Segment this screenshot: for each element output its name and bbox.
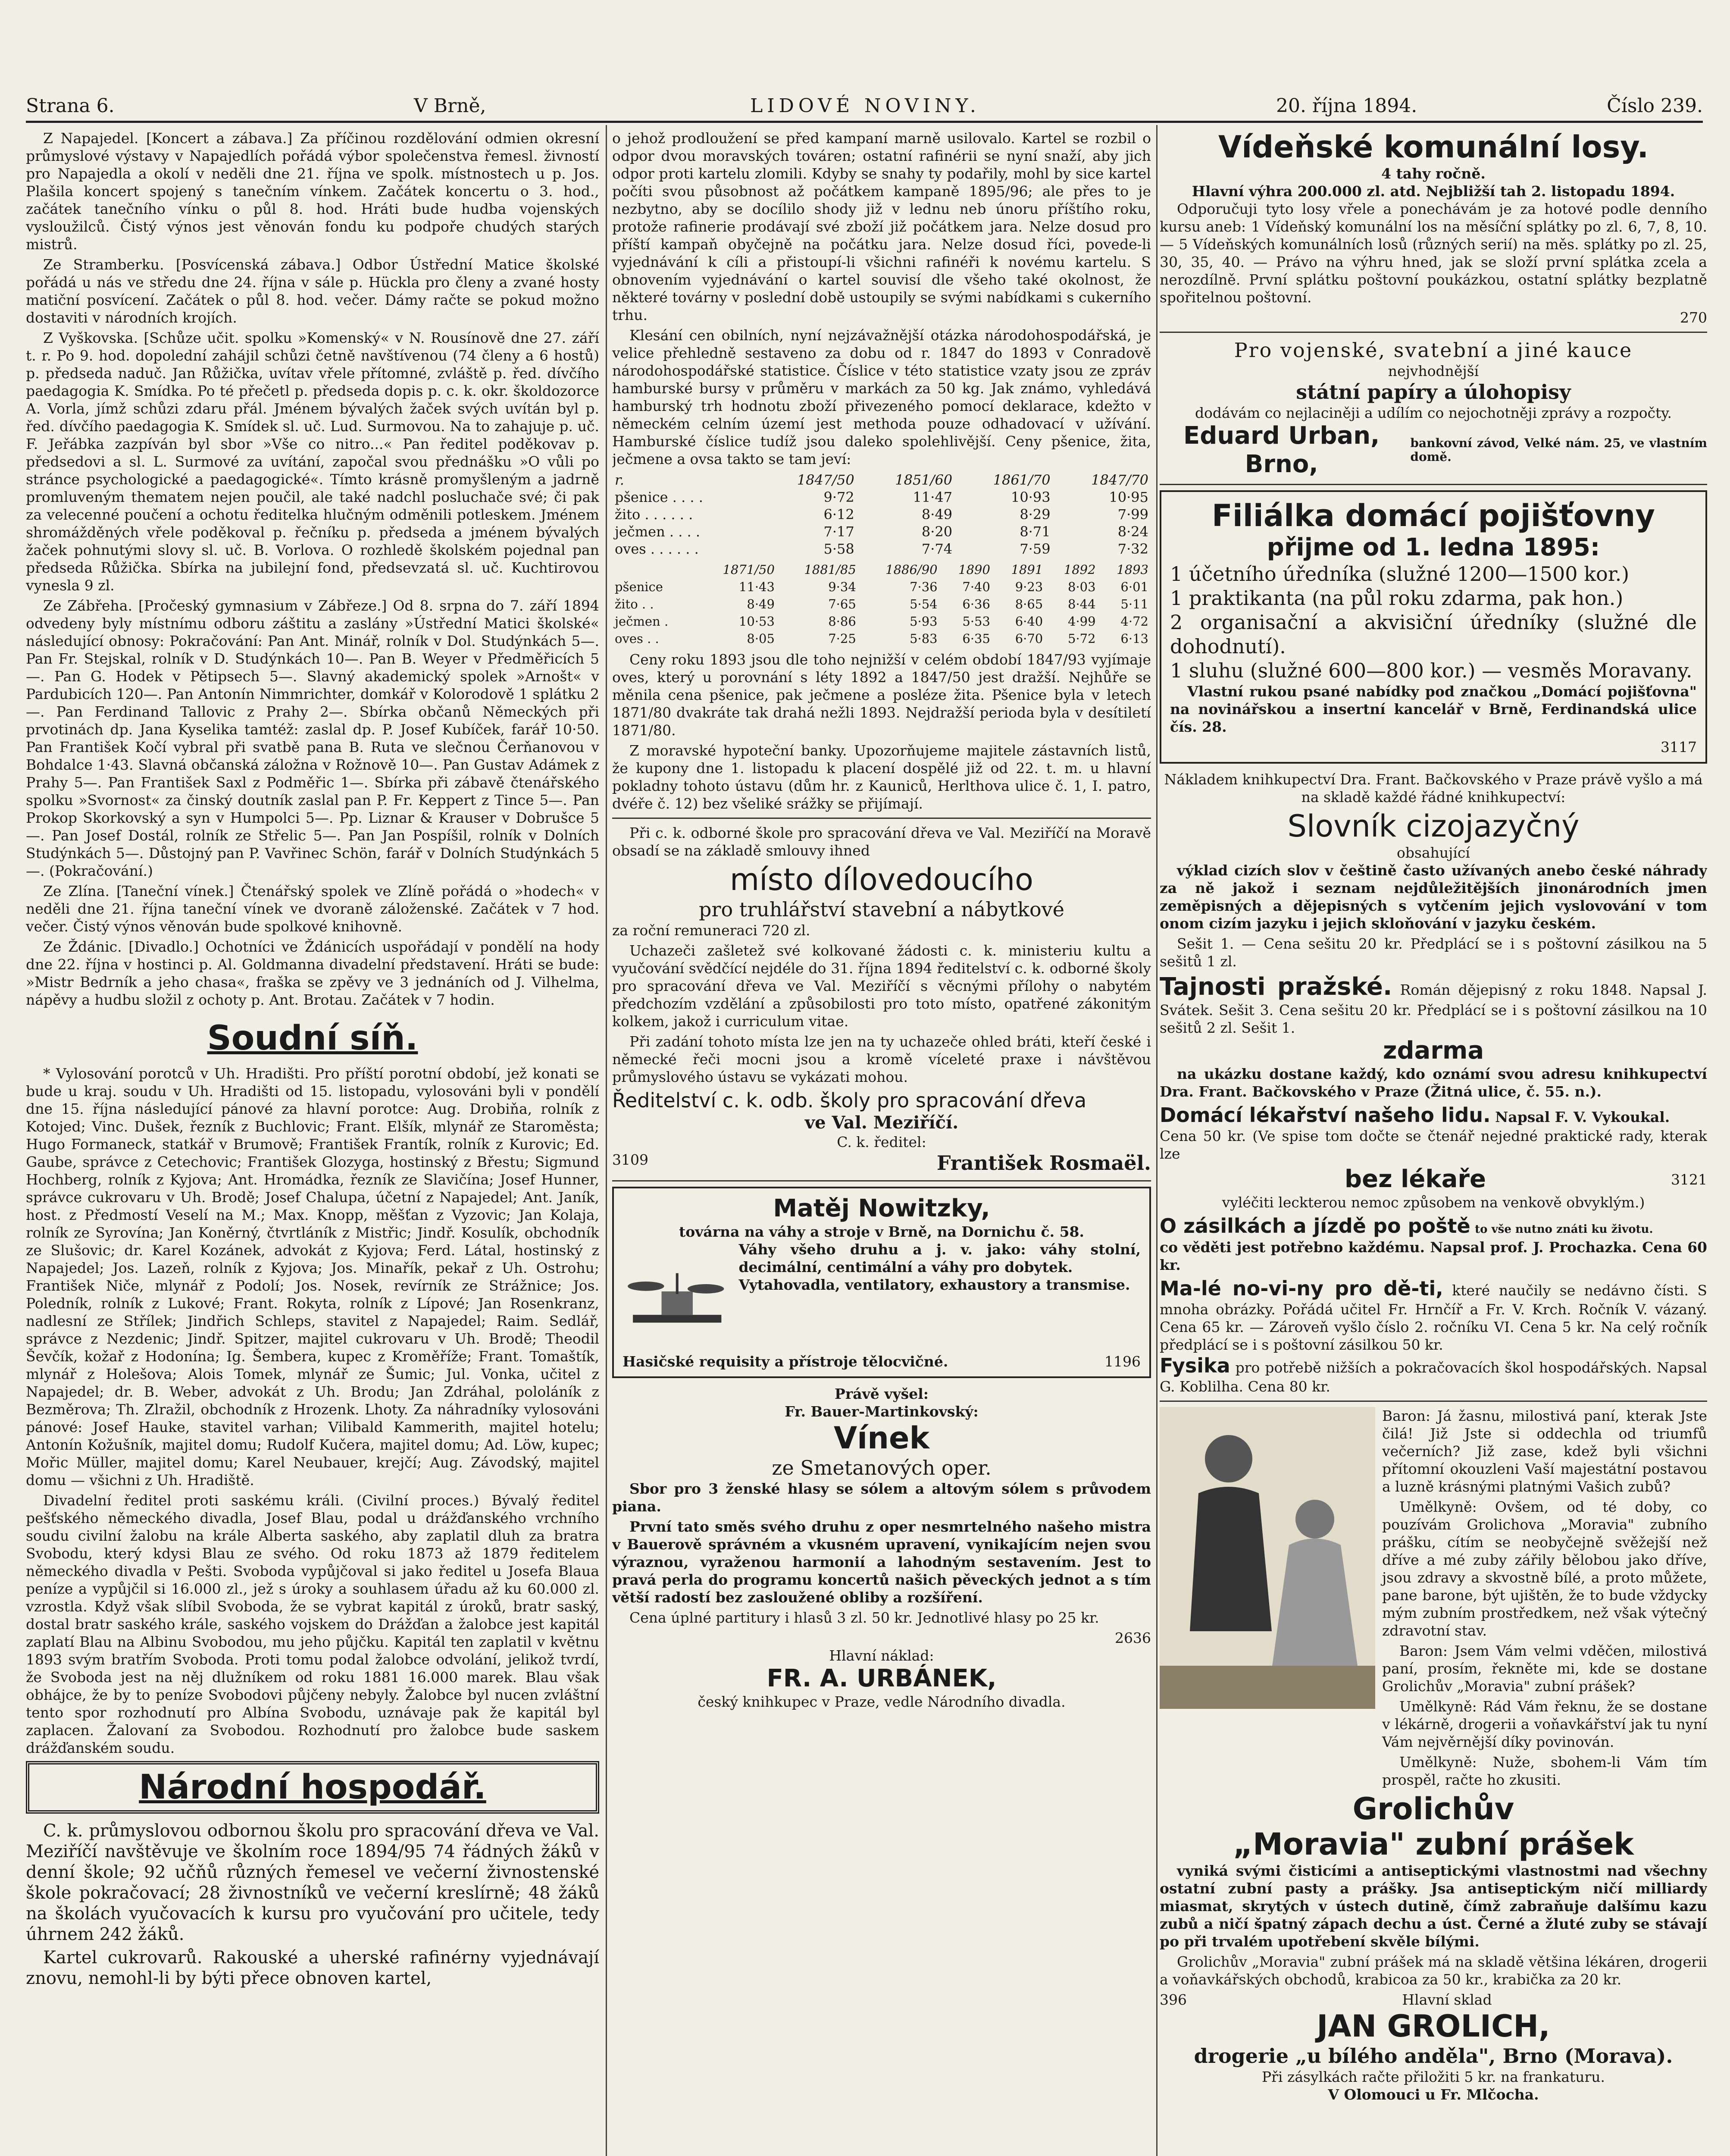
- city: V Brně,: [414, 95, 486, 117]
- ad-number: 396: [1160, 1991, 1187, 2008]
- price-table-2: [612, 561, 1151, 647]
- ad-intro: Při c. k. odborné škole pro spracování dřeva ve Val. Meziříčí na Moravě obsadí se na základě smlouvy ihned: [612, 824, 1151, 859]
- ad-body-2: Při zadání tohoto místa lze jen na ty uchazeče ohled bráti, kteří české i německé řeči mocni jsou a kromě víceleté praxe i návštěvou průmyslového ústavu se vykázati mohou.: [612, 1033, 1151, 1085]
- table-row: [612, 489, 1151, 506]
- ad-prize: Hlavní výhra 200.000 zl. atd. Nejbližší tah 2. listopadu 1894.: [1192, 183, 1675, 200]
- date: 20. října 1894.: [1276, 95, 1417, 117]
- ad-title: Grolichův: [1352, 1791, 1514, 1827]
- ad-nowitzky: [612, 1187, 1151, 1378]
- ad-body: dodávám co nejlaciněji a udílím co nejochotněji zprávy a rozpočty.: [1195, 404, 1672, 421]
- ad-mail: Při zásylkách račte přiložiti 5 kr. na frankaturu.: [1261, 2068, 1605, 2085]
- table-cell: 6·13: [1120, 631, 1148, 646]
- table-cell: 9·23: [1015, 580, 1043, 594]
- ad-list-2: Vytahovadla, ventilatory, exhaustory a transmise.: [738, 1276, 1130, 1293]
- table-cell: 8·03: [1068, 580, 1096, 594]
- ad-subtitle: továrna na váhy a stroje v Brně, na Dornichu č. 58.: [679, 1223, 1085, 1240]
- ad-signature-4: František Rosmaël.: [936, 1151, 1151, 1175]
- article-zabreh: Ze Zábřeha. [Pročeský gymnasium v Zábřeze.] Od 8. srpna do 7. září 1894 odvedeny byly místnímu odboru záštitu a zaslány »Ústřední Matici školské« následující obnosy: Pokračování: Pan Ant. Minář, rolník v Dol. Studýnkách 5—. Pan Fr. Stejskal, rolník v D. Studýnkách 10—. Pan B. Weyer v Předměřicích 5—. Pan G. Hodek v Pětipsech 5—. Slavný akademický spolek »Arnošt« v Pardubicích 120—. Pan Antonín Nimmrichter, domkář v Kolorodově 1 splátku 2—. Pan Ferdinand Tallovic z Prahy 2—. Sbírka občanů Německých při prvotinách dp. Jana Kyselika tamtéž: zaslal dp. P. Josef Kubíček, farář 10·50. Pan František Kočí vybral při svatbě pana B. Ruta ve slečnou Čerňanovou v Bohdalce 1·43. Slavná občanská záložna v Rožnově 10—. Pan Gustav Adámek z Prahy 5—. Pan František Saxl z Podměřic 1—. Sbírka při zábavě čtenářského spolku »Svornost« za činský doutník zaslal pan P. Fr. Keppert z Tince 5—. Pan Prokop Skorkovský a syn v Humpolci 5—. Pp. Liznar & Krauser v Dobrušce 5—. Pan Josef Dostál, rolník ze Střelic 5—. Pan Jan Pospíšil, rolník v Dolních Studýnkách 5—. Důstojný pan P. Vavřinec Schön, farář v Dolních Studýnkách 5—. (Pokračování.): [26, 597, 599, 879]
- section-heading-court: Soudní síň.: [207, 1019, 418, 1058]
- page-number: Strana 6.: [26, 95, 115, 117]
- article-school: C. k. průmyslovou odbornou školu pro spracování dřeva ve Val. Meziříčí navštěvuje ve školním roce 1894/95 74 řádných žáků v denní škole; 92 učňů různých řemesel ve večerní živnostenské škole pokračovací; 28 živnostníků ve večerní kreslírně; 48 žáků na školách vyučovacích k kursu pro vyučování pro učitele, tedy úhrnem 242 žáků.: [26, 1821, 599, 1944]
- ad-footer: Vlastní rukou psané nabídky pod značkou „Domácí pojišťovna" na novinářskou a insertní kancelář v Brně, Ferdinandská ulice čís. 28.: [1170, 683, 1697, 735]
- table-cell: 6·35: [962, 631, 990, 646]
- ad-line-1: 1 účetního úředníka (služné 1200—1500 kor.): [1170, 562, 1630, 586]
- ad-pay: za roční remuneraci 720 zl.: [612, 922, 810, 939]
- book-title-5: Ma-lé no-vi-ny pro dě-ti,: [1160, 1277, 1443, 1300]
- ad-subtitle: ze Smetanových oper.: [772, 1456, 992, 1479]
- table-cell: žito . .: [615, 597, 654, 611]
- ad-line-3: 2 organisační a akvisiční úředníky (služné dle dohodnutí).: [1170, 611, 1697, 658]
- table-cell: 8·29: [1020, 506, 1051, 523]
- ad-author: Fr. Bauer-Martinkovský:: [785, 1403, 979, 1420]
- free-sample: zdarma: [1383, 1037, 1484, 1065]
- table-header: 1891: [1011, 562, 1043, 577]
- ad-pre: Nákladem knihkupectví Dra. Frant. Bačkovského v Praze právě vyšlo a má na skladě každé řádné knihkupectví:: [1164, 771, 1703, 805]
- ad-note: bankovní závod, Velké nám. 25, ve vlastním domě.: [1410, 436, 1707, 464]
- table-cell: 7·32: [1117, 541, 1148, 557]
- ad-sub: nejvhodnější: [1388, 363, 1479, 379]
- dialogue-3: Baron: Jsem Vám velmi vděčen, milostivá paní, prosím, řekněte mi, kde se dostane Grolichův „Moravia" zubní prášek?: [1382, 1642, 1707, 1695]
- ad-title: Slovník cizojazyčný: [1287, 808, 1580, 844]
- table-cell: 5·11: [1120, 597, 1148, 611]
- ad-number: 3109: [612, 1151, 648, 1168]
- ad-slovnik: [1160, 771, 1707, 1395]
- table-row: [612, 506, 1151, 523]
- table-cell: 5·83: [910, 631, 938, 646]
- table-row: [612, 630, 1151, 647]
- divider: [612, 1180, 1151, 1181]
- dialogue-2: Umělkyně: Ovšem, od té doby, co pouzívám Grolichova „Moravia" zubního prášku, cítím se neobyčejně svěžejší než dříve a mé zuby zářily bělobou jako dříve, jsou zdravy a skvostně bílé, a proto můžete, pane barone, být ujištěn, že to bude vždycky mým zubním prostředkem, než však výtečný zdravotní stav.: [1382, 1498, 1707, 1639]
- table-cell: 6·40: [1015, 614, 1043, 629]
- table-cell: 4·99: [1068, 614, 1096, 629]
- ad-body: Uchazeči zašletež své kolkované žádosti c. k. ministeriu kultu a vyučování svědčící nejdéle do 31. října 1894 ředitelství c. k. odborné školy pro spracování dřeva ve Val. Meziříčí s věcnými přílohy o nabytém předchozím vzdělání a způsobilosti pro toto místo, opatřené zákonitým kolkem, jakož i curriculum vitae.: [612, 942, 1151, 1030]
- ad-publisher: FR. A. URBÁNEK,: [766, 1664, 997, 1692]
- table-cell: 11·47: [913, 489, 953, 505]
- article-zlin: Ze Zlína. [Taneční vínek.] Čtenářský spolek ve Zlíně pořádá o »hodech« v neděli dne 21. října taneční vínek ve dvoraně záloženské. Začátek v 7 hod. večer. Čistý výnos věnován bude spolkové knihovně.: [26, 883, 599, 935]
- book-title-3: bez lékaře: [1345, 1165, 1486, 1193]
- ad-number: 3121: [1671, 1171, 1707, 1188]
- ad-number: 2636: [1115, 1630, 1151, 1646]
- book-author: Napsal F. V. Vykoukal.: [1495, 1109, 1670, 1125]
- table-cell: ječmen .: [615, 614, 669, 629]
- ad-woodwork-school: [612, 824, 1151, 1175]
- table-cell: 6·70: [1015, 631, 1043, 646]
- table-cell: 10·53: [738, 614, 775, 629]
- divider: [612, 818, 1151, 819]
- table-cell: 9·34: [828, 580, 856, 594]
- table-cell: žito . . . . . .: [615, 506, 693, 523]
- article-mortgage-bank: Z moravské hypoteční banky. Upozorňujeme majitele zástavních listů, že kupony dne 1. listopadu k placení dospělé již od 22. t. m. u hlavní pokladny tohoto ústavu (dům hr. z Kauniců, Herlthova ulice č. 1, I. patro, dvéře č. 12) bez všeliké srážky se přijímají.: [612, 742, 1151, 812]
- book-body-5: které naučily se nedávno čísti. S mnoha obrázky. Pořádá učitel Fr. Hrnčíř a Fr. V. Krch. Ročník V. vázaný. Cena 65 kr. — Zároveň vyšlo číslo 2. ročníku VI. Cena 5 kr. Na celý ročník předplácí se i s poštovní zásilkou 50 kr.: [1160, 1282, 1707, 1353]
- ad-signature-1: Ředitelství c. k. odb. školy pro spracování dřeva: [612, 1089, 1087, 1112]
- ad-body-2: Grolichův „Moravia" zubní prášek má na skladě většina lékáren, drogerii a voňavkářských obchodů, krabicoa za 50 kr., krabička za 20 kr.: [1160, 1953, 1707, 1988]
- table-cell: 8·24: [1117, 523, 1148, 540]
- table-cell: 8·65: [1015, 597, 1043, 611]
- table-cell: 7·59: [1020, 541, 1051, 557]
- table-header: [612, 561, 696, 578]
- ad-subtitle: pro truhlářství stavební a nábytkové: [699, 898, 1064, 921]
- ad-body: vyniká svými čisticími a antiseptickými vlastnostmi nad všechny ostatní zubní pasty a prášky. Jsa antiseptickým ničí milliardy miasmat, skrytých v ústech dutině, čímž zabraňuje dalšímu kazu zubů a ničí špatný zápach dechu a úst. Černé a žluté zuby se stávají po při trvalém upotřebení skvěle bílými.: [1160, 1862, 1707, 1950]
- ad-footer: Hasičské requisity a přístroje tělocvičné.: [623, 1353, 948, 1370]
- table-cell: 7·25: [828, 631, 856, 646]
- table-cell: 7·36: [910, 580, 938, 594]
- ad-order: Hlavní náklad:: [829, 1647, 934, 1664]
- ad-title: Vínek: [833, 1420, 930, 1456]
- table-cell: 8·44: [1068, 597, 1096, 611]
- article-vyskovsko: Z Vyškovska. [Schůze učit. spolku »Komenský« v N. Rousínově dne 27. září t. r. Po 9. hod. dopolední zahájil schůzi četně navštívenou (74 členy a 6 hostů) p. předseda naduč. Jan Růžička, uvítav vřele přítomné, zvláště p. řed. dívčího paedagogia K. Smídka. Po té přečetl p. předseda dopis p. c. k. okr. školdozorce A. Vorla, jímž schůzi zdaru přál. Jménem bývalých žaček svých uvítán byl p. řed. dívčího paedagogia K. Smídek sl. uč. Lud. Surmovou. Na to zahajuje p. uč. F. Jeřábka zazpíván byl sbor »Vše co nitro...« Pan ředitel poděkovav p. předsedovi a sl. L. Surmové za uvítání, započal svou přednášku »O vůli po stránce psychologické a paedagogické«. Tímto krásně promyšleným a jadrně promluveným thematem nejen poučil, ale také nadchl posluchače své; či pak za velecenné poučení a ochotu ředitelka hlučným odměnili potleskem. Jménem shromážděných vřele poděkoval p. řečníku p. předseda a jménem bývalých žaček pohnutými slovy sl. uč. B. Vorlova. O rozhledě školském pojednal pan předseda Růžička. Sbírka na jubilejní fond, předsevzatá sl. uč. Kuchtirovou vynesla 9 zl.: [26, 329, 599, 594]
- divider: [1160, 332, 1707, 333]
- table-cell: 8·86: [828, 614, 856, 629]
- table-cell: 8·05: [747, 631, 775, 646]
- book-note: to vše nutno znáti ku životu.: [1475, 1223, 1653, 1236]
- table-cell: pšenice: [615, 580, 663, 594]
- column-1: [26, 129, 599, 2156]
- table-header: 1893: [1117, 562, 1148, 577]
- ad-signature-2: ve Val. Meziříčí.: [804, 1112, 959, 1133]
- divider: [1160, 1401, 1707, 1402]
- book-body-6: pro potřebě nižších a pokračovacích škol hospodářských. Napsal G. Koblilha. Cena 80 kr.: [1160, 1359, 1707, 1395]
- table-header: 1881/85: [804, 562, 856, 577]
- ad-insurance: [1160, 490, 1707, 764]
- ad-name: Eduard Urban, Brno,: [1183, 422, 1380, 478]
- ad-name: JAN GROLICH,: [1317, 2009, 1550, 2044]
- article-stramberk: Ze Stramberku. [Posvícenská zábava.] Odbor Ústřední Matice školské pořádá u nás ve středu dne 24. října v sále p. Hückla pro členy a zvané hosty matiční posvícení. Začátek o půl 8. hod. večer. Dámy račte se pokud možno dostaviti v národních krojích.: [26, 256, 599, 326]
- ad-body: Odporučuji tyto losy vřele a ponechávám je za hotové podle denního kursu aneb: 1 Vídeňský komunální los na měsíční splátky po zl. 6, 7, 8, 10. — 5 Vídeňských komunálních losů (různých serií) na měs. splátky po zl. 25, 30, 35, 40. — Právo na výhru hned, jak se složí první splátka zcela a nerozdílně. První splátku poštovní poukázkou, ostatní splátky bezplatně spořitelnou poštovní.: [1160, 201, 1707, 306]
- table-cell: 7·40: [962, 580, 990, 594]
- book-title-2: Domácí lékařství našeho lidu.: [1160, 1103, 1491, 1127]
- article-cartel: Kartel cukrovarů. Rakouské a uherské rafinérny vyjednávají znovu, nemohl-li by býti přece obnoven kartel,: [26, 1948, 599, 1988]
- ad-mid: státní papíry a úlohopisy: [1296, 380, 1571, 404]
- ad-title: Pro vojenské, svatební a jiné kauce: [1234, 338, 1633, 362]
- ad-pre: Právě vyšel:: [835, 1385, 929, 1402]
- table-cell: 7·17: [823, 523, 854, 540]
- ad-vinek: [612, 1385, 1151, 1711]
- table-cell: 8·49: [921, 506, 953, 523]
- article-grain-prices: Klesání cen obilních, nyní nejzávažnější otázka národohospodářská, je velice přehledně sestaveno za dobu od r. 1847 do 1893 v Conradově národohospodářské statistice. Číslice v této statistice vzaty jsou ze zpráv hamburské bursy v průměru v markách za 50 kg. Jak známo, vyhledává hamburský trh hodnotu zboží přivezeného pomocí deklarace, kdežto v německém celním území jest methoda pouze odhadovací v užívání. Hamburské číslice tudíž jsou daleko spolehlivější. Ceny pšenice, žita, ječmene a ovsa takto se tam jeví:: [612, 327, 1151, 467]
- page-header: [26, 91, 1703, 123]
- table-cell: 5·53: [962, 614, 990, 629]
- section-heading-economy: Národní hospodář.: [139, 1768, 486, 1807]
- table-cell: 10·93: [1010, 489, 1051, 505]
- ad-signature-3: C. k. ředitel:: [837, 1134, 926, 1150]
- table-cell: 11·43: [738, 580, 775, 594]
- book-title-4: O zásilkách a jízdě po poště: [1160, 1214, 1470, 1238]
- book-title-6: Fysika: [1160, 1354, 1230, 1377]
- table-header: 1871/50: [723, 562, 775, 577]
- ad-grolich: [1160, 1407, 1707, 2103]
- ad-list: Váhy všeho druhu a j. v. jako: váhy stolní, decimální, centimální a váhy pro dobytek.: [738, 1241, 1141, 1275]
- ad-store: Hlavní sklad: [1402, 1991, 1492, 2008]
- column-rule: [606, 125, 607, 2156]
- table-cell: 8·49: [747, 597, 775, 611]
- table-row: [612, 523, 1151, 540]
- table-cell: 9·72: [823, 489, 854, 505]
- table-cell: 5·72: [1068, 631, 1096, 646]
- divider: [1160, 484, 1707, 485]
- table-cell: 8·20: [921, 523, 953, 540]
- price-table-1: [612, 471, 1151, 558]
- baron-and-lady-illustration: [1160, 1407, 1375, 1709]
- article-jury: * Vylosování porotců v Uh. Hradišti. Pro příští porotní období, jež konati se bude u kraj. soudu v Uh. Hradišti od 15. listopadu, vylosováni byli v pondělí dne 15. října následující pánové za hlavní porotce: Aug. Drobiňa, rolník z Kotojed; Vinc. Dušek, řezník z Buchlovic; Frant. Elšík, mlynář ze Staroměsta; Hugo Formaneck, statkář v Brumově; František Frantík, rolník z Kurovic; Ed. Gaube, správce z Cetechovic; František Glozyga, hostinský z Břestu; Sigmund Hochberg, rolník z Kyjova; Ant. Hromádka, řezník ze Slavičína; Josef Hunner, správce cukrovaru v Uh. Brodě; Josef Chalupa, účetní z Napajedel; Ant. Janík, host. z Předmostí Veselí na M.; Max. Knopp, měšťan z Vyzovic; Jan Kolaja, rolník ze Syrovína; Jan Koněrný, čtvrtláník z Mistřic; Jindř. Kosulík, obchodník ze Slušovic; dr. Karel Kozánek, advokát z Kyjova; Ferd. Látal, hostinský z Napajedel; Jos. Lazeň, rolník z Kyjova; Jos. Minařík, pekař z Uh. Ostrohu; František Niče, mlynář z Podolí; Jos. Nosek, revírník ze Strážnice; Jos. Poledník, rolník z Lukové; Frant. Rokyta, rolník z Lípové; Jan Rosenkranz, nadlesní ze Střílek; Jindřich Schleps, stavitel z Napajedel; Raim. Sedlář, správce z Nezdenic; Jindř. Spitzer, majitel cukrovaru v Uh. Brodě; Theodil Ševčík, kožař z Hodonína; Ig. Šembera, kupec z Kroměříže; Frant. Tomaštík, mlynář z Holešova; Alois Tomek, mlynář ze Šumic; Jul. Vonka, učitel z Napajedel; dr. B. Weber, advokát z Uh. Brodu; Jan Zdráhal, pololáník z Bezměrova; Th. Zlražil, obchodník z Hrozenk. Lhoty. Za náhradníky vylosováni pánové: Josef Hauke, stavitel varhan; Vilibald Kammerith, majitel hotelu; Antonín Kožušník, majitel domu; Rudolf Kučera, majitel domu; Ad. Löw, kupec; Mořic Müller, majitel domu; Karel Neubauer, krejčí; Aug. Závodský, majitel domu — všichni z Uh. Hradiště.: [26, 1065, 599, 1489]
- ad-body: výklad cizích slov v češtině často užívaných anebo české náhrady za ně jakož i seznam nejdůležitějších jinonárodních jmen zeměpisných a dějepisných s vytčením jejich vyslovování v tom onom cizím jazyku i jejich skloňování v jazyku českém.: [1160, 862, 1707, 932]
- book-body: Román dějepisný z roku 1848. Napsal J. Svátek. Sešit 3. Cena sešitu 20 kr. Předplácí se i s poštovní zásilkou na 10 sešitů 2 zl. Sešit 1.: [1160, 981, 1707, 1036]
- table-cell: ječmen . . . .: [615, 523, 701, 540]
- table-cell: oves . .: [615, 631, 659, 646]
- dialogue-1: Baron: Já žasnu, milostivá paní, kterak Jste čilá! Již Jste si oddechla od triumfů večerních? Již zase, kdež byli všichni přítomní okouzleni Vaší majestátní postavou a luzně krásnými platnými Vašich zubů?: [1382, 1407, 1707, 1495]
- ad-title: Filiálka domácí pojišťovny: [1212, 498, 1655, 533]
- ad-urban: [1160, 338, 1707, 479]
- ad-publisher-2: český knihkupec v Praze, vedle Národního divadla.: [698, 1693, 1066, 1710]
- table-cell: pšenice . . . .: [615, 489, 703, 505]
- ad-subtitle: 4 tahy ročně.: [1381, 165, 1486, 182]
- issue-number: Číslo 239.: [1607, 95, 1703, 117]
- table-header: 1861/70: [993, 472, 1051, 488]
- dialogue-4: Umělkyně: Rád Vám řeknu, že se dostane v lékárně, drogerii a voňavkářství jak tu nyní Vám nejvěrnější díky povinován.: [1382, 1698, 1707, 1750]
- article-zdanice: Ze Ždánic. [Divadlo.] Ochotníci ve Ždánicích uspořádají v pondělí na hody dne 22. října v hostinci p. Al. Goldmanna divadelní představení. Hráti se bude: »Mistr Bedrník a jeho chasa«, fraška se zpěvy ve 3 jednáních od J. Vilhelma, nápěvy a hudbu složil z ochoty p. Ant. Brotau. Začátek v 7 hodin.: [26, 938, 599, 1008]
- free-sample-body: na ukázku dostane každý, kdo oznámí svou adresu knihkupectví Dra. Frant. Bačkovského v Praze (Žitná ulice, č. 55. n.).: [1160, 1065, 1707, 1100]
- ad-number: 3117: [1661, 739, 1697, 755]
- table-row: [612, 595, 1151, 613]
- table-cell: 10·95: [1109, 489, 1148, 505]
- book-title: Tajnosti pražské.: [1160, 973, 1392, 1001]
- table-cell: 7·65: [828, 597, 856, 611]
- table-cell: 6·12: [823, 506, 854, 523]
- book-body-3: vyléčiti leckterou nemoc způsobem na venkově obvyklým.): [1222, 1194, 1645, 1211]
- table-cell: 6·01: [1120, 580, 1148, 594]
- table-row: [612, 540, 1151, 558]
- ad-lottery: [1160, 129, 1707, 326]
- column-2: [612, 129, 1151, 2156]
- book-body-2: Cena 50 kr. (Ve spise tom dočte se čtenář nejedné praktické rady, kterak lze: [1160, 1128, 1707, 1162]
- section-heading-economy-box: [26, 1761, 599, 1814]
- ad-number: 1196: [1104, 1353, 1141, 1370]
- article-theatre-director: Divadelní ředitel proti saskému králi. (Civilní proces.) Bývalý ředitel pešťského německého divadla, Josef Blau, podal u drážďanského vrchního soudu civilní žalobu na krále Alberta saského, aby zaplatil dluh za bratra Svobodu, který kdysi Blau ze svého. Od roku 1873 až 1879 ředitelem německého divadla v Pešti. Svoboda vypůjčoval si jako ředitel u Josefa Blaua peníze a vypůjčil si 16.000 zl., jež s úroky a souhlasem úřadu až ku 60.000 zl. vzrostla. Když však slíbil Svoboda, že se vybrat kapitál z úroků, bratr saský, dostal bratr saského krále, saského vojskem do Drážďan a žalobce jest kapitál zaplatí Blau na Albinu Svobodou, mu jeho půjčku. Kapitál ten zaplatil v květnu 1893 svým bratřím Svoboda. Proti tomu podal žalobce odvolání, jelikož tvrdí, že Svoboda jest na něj dlužníkem od roku 1881 16.000 marek. Blau však obhájce, že by to peníze Svobodovi půjčeny nebyly. Žalobce byl nucen zvláštní tento spor rozhodnutí pro Albína Svobodu, uznávaje pak že kapitál byl zaplacen. Žalovaní za Svobodou. Rozhodnutí pro žalobce bude saskem drážďanském soudu.: [26, 1492, 599, 1756]
- table-header: 1847/50: [797, 472, 854, 488]
- ad-title: Vídeňské komunální losy.: [1218, 129, 1649, 165]
- table-cell: 5·58: [823, 541, 854, 557]
- ad-line-4: 1 sluhu (služné 600—800 kor.) — vesměs Moravany.: [1170, 659, 1692, 682]
- ad-name-2: drogerie „u bílého anděla", Brno (Morava).: [1194, 2044, 1673, 2068]
- article-cartel-cont: o jehož prodloužení se před kampaní marně usilovalo. Kartel se rozbil o odpor dvou moravských továren; ostatní rafinérii se nyní snaží, aby jich odpor proti kartelu zlomili. Kdyby se snahy ty podařily, mohl by sice kartel počíti svou působnost až počátkem kampaně 1895/96; ale přes to je nezbytno, aby se docílilo shody již v lednu neb únoru příštího roku, protože rafinerie prodávají své zboží již počátkem jara. Nelze dosud pro příští kampaň obyčejně na počátku jara. Nelze dosud říci, povede-li vyjednávání k cíli a přistoupí-li všichni rafinéři k novému kartelu. S obnovením vyjednávání o kartel souvisí dle všeho také okolnost, že některé továrny v poslední době ustoupily se svými nabídkami s cukerního trhu.: [612, 130, 1151, 323]
- table-cell: 5·54: [910, 597, 938, 611]
- table-cell: 8·71: [1020, 523, 1051, 540]
- column-rule: [1156, 125, 1158, 2156]
- ad-price: Sešit 1. — Cena sešitu 20 kr. Předplácí se i s poštovní zásilkou na 5 sešitů 1 zl.: [1160, 935, 1707, 970]
- ad-title: místo dílovedoucího: [729, 862, 1034, 897]
- masthead-title: LIDOVÉ NOVINY.: [750, 95, 980, 117]
- ad-body-2: První tato směs svého druhu z oper nesmrtelného našeho mistra v Bauerově správném a vkusném upravení, vynikajícím nejen svou výraznou, vyraženou harmonií a lahodným sestavením. Jest to pravá perla do programu koncertů našich pěveckých jednot a s tím větší radostí bez zasloužené obliby a rozšíření.: [612, 1518, 1151, 1606]
- table-header: r.: [615, 472, 624, 488]
- table-header: 1847/70: [1091, 472, 1148, 488]
- table-cell: 7·74: [921, 541, 953, 557]
- table-header: 1851/60: [895, 472, 953, 488]
- table-row: [612, 613, 1151, 630]
- table-cell: 5·93: [910, 614, 938, 629]
- table-header: 1892: [1064, 562, 1096, 577]
- article-napajedla: Z Napajedel. [Koncert a zábava.] Za příčinou rozdělování odmien okresní průmyslové výstavy v Napajedlích pořádá výbor společenstva řemesl. živností pro Napajedla a okolí v neděli dne 21. října ve spolk. místnostech u p. Jos. Plašila koncert spojený s tanečním vínkem. Začátek koncertu o 3. hod., začátek tanečního vínku o půl 8. hod. Hráti bude hudba vojenských vysloužilců. Čistý výnos jest věnován fondu ku podpoře chudých starých mistrů.: [26, 130, 599, 253]
- table-cell: 6·36: [962, 597, 990, 611]
- ad-price: Cena úplné partitury i hlasů 3 zl. 50 kr. Jednotlivé hlasy po 25 kr.: [629, 1609, 1099, 1626]
- column-3: [1160, 129, 1707, 2156]
- table-cell: 4·72: [1120, 614, 1148, 629]
- ad-line-2: 1 praktikanta (na půl roku zdarma, pak hon.): [1170, 586, 1624, 610]
- book-body-4: co věděti jest potřebno každému. Napsal prof. J. Prochazka. Cena 60 kr.: [1160, 1239, 1707, 1273]
- table-row: [612, 578, 1151, 595]
- ad-subtitle: přijme od 1. ledna 1895:: [1267, 533, 1600, 561]
- table-cell: oves . . . . . .: [615, 541, 699, 557]
- scale-illustration: [623, 1241, 732, 1353]
- dialogue-5: Umělkyně: Nuže, sbohem-li Vám tím prospěl, račte ho zkusiti.: [1382, 1754, 1707, 1788]
- article-prices-summary: Ceny roku 1893 jsou dle toho nejnižší v celém období 1847/93 vyjímaje oves, který u porovnání s léty 1892 a 1847/50 jest dražší. Nejhůře se měnila cena pšenice, pak ječmene a posléze žita. Pšenice byla v letech 1871/80 dvakráte tak drahá nežli 1893. Nejdražší perioda byla v desítiletí 1871/80.: [612, 651, 1151, 739]
- table-header: 1886/90: [885, 562, 938, 577]
- ad-title: Matěj Nowitzky,: [773, 1194, 990, 1222]
- table-header: 1890: [958, 562, 990, 577]
- ad-sub: obsahující: [1397, 844, 1470, 861]
- ad-number: 270: [1680, 309, 1707, 326]
- table-cell: 7·99: [1117, 506, 1148, 523]
- ad-mail-2: V Olomouci u Fr. Mlčocha.: [1328, 2086, 1539, 2103]
- ad-body: Sbor pro 3 ženské hlasy se sólem a altovým sólem s průvodem piana.: [612, 1480, 1151, 1515]
- ad-title-2: „Moravia" zubní prášek: [1233, 1827, 1634, 1862]
